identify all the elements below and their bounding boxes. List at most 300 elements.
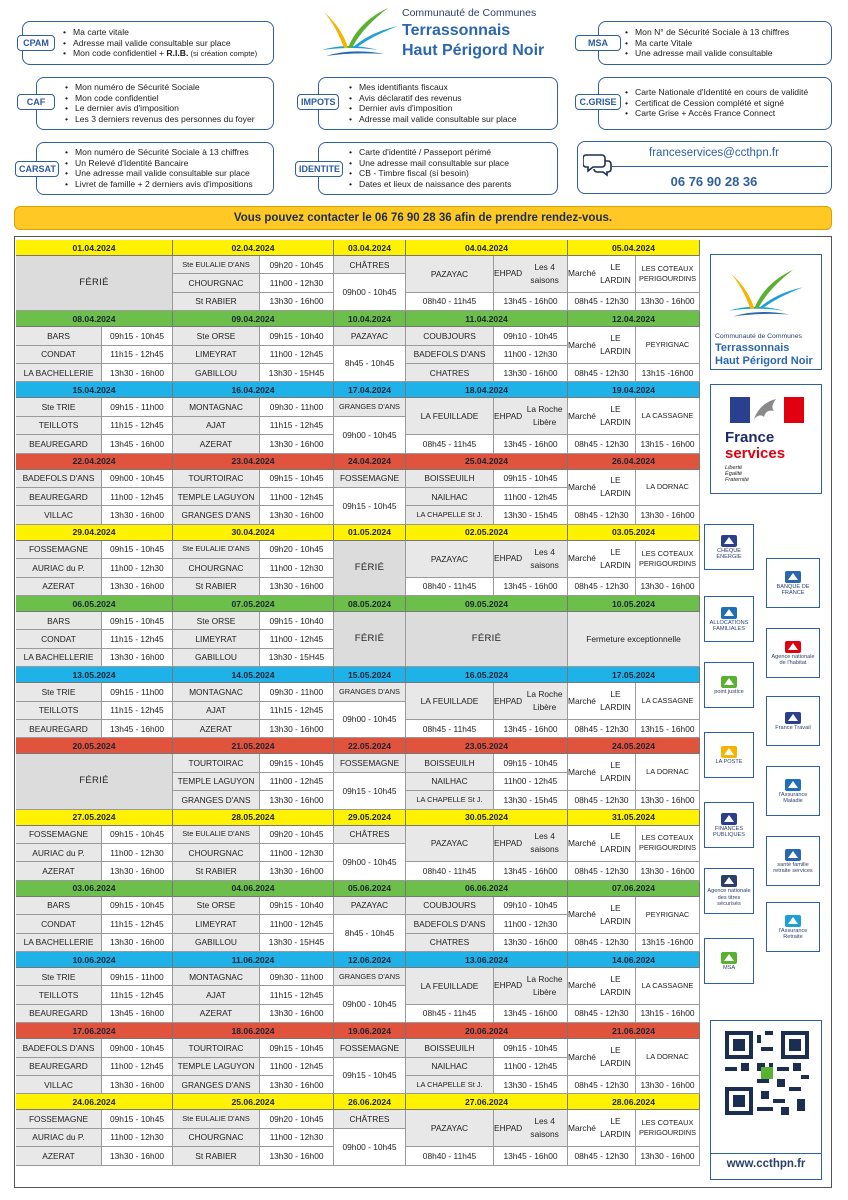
time-cell: 09h15 - 10h45 bbox=[334, 1058, 406, 1095]
location-cell: CHOURGNAC bbox=[173, 1129, 260, 1147]
right-panel bbox=[708, 244, 828, 1184]
contact-phone[interactable]: 06 76 90 28 36 bbox=[670, 174, 758, 189]
cpam-tag: CPAM bbox=[17, 35, 55, 51]
location-cell: LA BACHELLERIE bbox=[16, 934, 102, 952]
location-cell: NAILHAC bbox=[406, 488, 494, 506]
time-cell: 13h30 - 16h00 bbox=[494, 364, 568, 382]
partner-emblem-icon bbox=[784, 848, 802, 862]
market-place: LE LARDIN bbox=[600, 1116, 631, 1140]
time-cell: 13h30 - 16h00 bbox=[260, 862, 334, 880]
fs-motto-1: Liberté bbox=[725, 465, 743, 471]
time-cell: 09h00 - 10h45 bbox=[102, 1039, 173, 1057]
date-header: 06.05.2024 bbox=[16, 596, 173, 612]
time-cell: 13h30 - 16h00 bbox=[636, 791, 700, 809]
time-cell: 11h00 - 12h30 bbox=[260, 844, 334, 862]
date-header: 11.06.2024 bbox=[173, 952, 334, 968]
time-cell: 13h30 - 16h00 bbox=[102, 364, 173, 382]
location-cell: TEMPLE LAGUYON bbox=[173, 773, 260, 791]
market-place: LE LARDIN bbox=[600, 760, 631, 784]
market-cell bbox=[568, 327, 636, 364]
location-cell: MONTAGNAC bbox=[173, 968, 260, 986]
location-cell: AZERAT bbox=[16, 1147, 102, 1165]
fs-title-france: France bbox=[725, 429, 775, 446]
location-cell: LA CASSAGNE bbox=[636, 968, 700, 1005]
date-header: 23.05.2024 bbox=[406, 738, 568, 754]
time-cell: 11h15 - 12h45 bbox=[260, 702, 334, 720]
partner-emblem-icon bbox=[720, 812, 738, 826]
time-cell: 13h30 - 16h00 bbox=[260, 506, 334, 524]
location-cell: BEAUREGARD bbox=[16, 488, 102, 506]
location-cell: Ste TRIE bbox=[16, 683, 102, 701]
time-cell: 09h15 - 10h45 bbox=[102, 826, 173, 844]
location-cell: COUBJOURS bbox=[406, 897, 494, 915]
location-cell: LA CHAPELLE St J. bbox=[406, 791, 494, 809]
time-cell: 13h45 - 16h00 bbox=[102, 1005, 173, 1023]
location-cell: LA CASSAGNE bbox=[636, 683, 700, 720]
time-cell: 11h15 - 12h45 bbox=[260, 986, 334, 1004]
location-cell: TOURTOIRAC bbox=[173, 470, 260, 488]
location-cell: TEILLOTS bbox=[16, 986, 102, 1004]
time-cell: 09h15 - 10h40 bbox=[260, 612, 334, 630]
msa-item: • Ma carte Vitale bbox=[625, 38, 789, 49]
market-place: LE LARDIN bbox=[600, 973, 631, 997]
location-cell: GRANGES D'ANS bbox=[334, 398, 406, 416]
calendar-grid bbox=[16, 240, 700, 1184]
location-cell: FOSSEMAGNE bbox=[334, 754, 406, 772]
market-place: LE LARDIN bbox=[600, 404, 631, 428]
market-label: Marché bbox=[568, 1051, 596, 1062]
ehpad-name: La Roche Libère bbox=[526, 689, 563, 713]
date-header: 19.06.2024 bbox=[334, 1023, 406, 1039]
time-cell: 13h45 - 16h00 bbox=[102, 720, 173, 738]
time-cell: 13h30 - 16h00 bbox=[260, 293, 334, 311]
ehpad-name: La Roche Libère bbox=[526, 404, 563, 428]
impots-item: • Avis déclaratif des revenus bbox=[349, 93, 517, 104]
location-cell: BARS bbox=[16, 612, 102, 630]
ehpad-cell bbox=[494, 398, 568, 435]
market-cell bbox=[568, 398, 636, 435]
ehpad-name: Les 4 saisons bbox=[530, 831, 559, 855]
france-services-card bbox=[710, 384, 822, 494]
time-cell: 13h30 - 16h00 bbox=[260, 720, 334, 738]
time-cell: 09h00 - 10h45 bbox=[334, 1129, 406, 1166]
location-cell: FOSSEMAGNE bbox=[334, 1039, 406, 1057]
time-cell: 13h15 - 16h00 bbox=[636, 1005, 700, 1023]
partner-name: FINANCES PUBLIQUES bbox=[712, 825, 746, 838]
partner-name: Agence nationale des titres sécurisés bbox=[707, 888, 751, 908]
location-cell: LES COTEAUX PERIGOURDINS bbox=[636, 541, 700, 578]
cpam-item: • Adresse mail valide consultable sur place bbox=[63, 38, 257, 49]
location-cell: LES COTEAUX PERIGOURDINS bbox=[636, 256, 700, 293]
partner-name: ALLOCATIONS FAMILIALES bbox=[709, 619, 749, 632]
location-cell: PAZAYAC bbox=[334, 327, 406, 345]
time-cell: 08h45 - 11h45 bbox=[406, 720, 494, 738]
time-cell: 09h15 - 10h45 bbox=[102, 612, 173, 630]
time-cell: 08h45 - 12h30 bbox=[568, 1076, 636, 1094]
community-logo-icon bbox=[318, 6, 400, 64]
partner-logo bbox=[766, 558, 820, 608]
market-label: Marché bbox=[568, 481, 596, 492]
time-cell: 13h30 - 16h00 bbox=[102, 1147, 173, 1165]
location-cell: AURIAC du P. bbox=[16, 844, 102, 862]
time-cell: 09h15 - 10h45 bbox=[494, 470, 568, 488]
time-cell: 08h45 - 12h30 bbox=[568, 934, 636, 952]
ehpad-cell bbox=[494, 256, 568, 293]
time-cell: 09h15 - 10h45 bbox=[102, 327, 173, 345]
location-cell: AJAT bbox=[173, 986, 260, 1004]
holiday-cell: FÉRIÉ bbox=[334, 541, 406, 596]
location-cell: CHÂTRES bbox=[334, 1110, 406, 1128]
time-cell: 13h45 - 16h00 bbox=[494, 720, 568, 738]
time-cell: 8h45 - 10h45 bbox=[334, 346, 406, 383]
time-cell: 08h45 - 12h30 bbox=[568, 506, 636, 524]
date-header: 10.06.2024 bbox=[16, 952, 173, 968]
date-header: 28.06.2024 bbox=[568, 1094, 700, 1110]
caf-item: • Les 3 derniers revenus des personnes du foyer bbox=[65, 114, 255, 125]
location-cell: BADEFOLS D'ANS bbox=[406, 346, 494, 364]
partner-name: CHÈQUE ÉNERGIE bbox=[716, 547, 742, 560]
date-header: 22.04.2024 bbox=[16, 454, 173, 470]
location-cell: LA FEUILLADE bbox=[406, 968, 494, 1005]
time-cell: 13h30 - 16h00 bbox=[260, 1147, 334, 1165]
ehpad-label: EHPAD bbox=[494, 980, 523, 991]
time-cell: 08h45 - 12h30 bbox=[568, 1147, 636, 1165]
time-cell: 13h30 - 16h00 bbox=[102, 934, 173, 952]
caf-box bbox=[36, 77, 274, 130]
location-cell: Ste TRIE bbox=[16, 398, 102, 416]
org-line3: Haut Périgord Noir bbox=[402, 42, 545, 59]
location-cell: VILLAC bbox=[16, 1076, 102, 1094]
location-cell: GRANGES D'ANS bbox=[173, 506, 260, 524]
time-cell: 11h00 - 12h30 bbox=[260, 274, 334, 292]
market-place: LE LARDIN bbox=[600, 333, 631, 357]
ehpad-label: EHPAD bbox=[494, 837, 523, 848]
time-cell: 13h30 - 16h00 bbox=[102, 649, 173, 667]
location-cell: LA FEUILLADE bbox=[406, 398, 494, 435]
time-cell: 09h30 - 11h00 bbox=[260, 398, 334, 416]
date-header: 03.05.2024 bbox=[568, 525, 700, 541]
time-cell: 08h45 - 12h30 bbox=[568, 435, 636, 453]
holiday-cell: FÉRIÉ bbox=[334, 612, 406, 667]
time-cell: 09h10 - 10h45 bbox=[494, 327, 568, 345]
ehpad-label: EHPAD bbox=[494, 268, 523, 279]
location-cell: GRANGES D'ANS bbox=[173, 791, 260, 809]
location-cell: CHOURGNAC bbox=[173, 844, 260, 862]
logo-line1: Communauté de Communes bbox=[715, 333, 802, 340]
partner-emblem-icon bbox=[720, 951, 738, 965]
qr-card bbox=[710, 1020, 822, 1180]
partner-name: Agence nationale de l'habitat bbox=[771, 653, 815, 666]
date-header: 10.04.2024 bbox=[334, 311, 406, 327]
time-cell: 09h30 - 11h00 bbox=[260, 683, 334, 701]
date-header: 30.04.2024 bbox=[173, 525, 334, 541]
partner-logo bbox=[766, 766, 820, 816]
time-cell: 11h00 - 12h45 bbox=[102, 488, 173, 506]
date-header: 01.04.2024 bbox=[16, 240, 173, 256]
location-cell: LIMEYRAT bbox=[173, 630, 260, 648]
partner-emblem-icon bbox=[720, 534, 738, 548]
partner-emblem-icon bbox=[784, 570, 802, 584]
cgrise-box bbox=[598, 77, 832, 130]
date-header: 15.04.2024 bbox=[16, 382, 173, 398]
location-cell: CHATRES bbox=[406, 934, 494, 952]
time-cell: 11h15 - 12h45 bbox=[102, 630, 173, 648]
location-cell: BEAUREGARD bbox=[16, 435, 102, 453]
time-cell: 11h00 - 12h30 bbox=[494, 346, 568, 364]
date-header: 12.04.2024 bbox=[568, 311, 700, 327]
time-cell: 11h15 - 12h45 bbox=[102, 986, 173, 1004]
partner-logo bbox=[704, 662, 754, 708]
date-header: 29.04.2024 bbox=[16, 525, 173, 541]
date-header: 16.05.2024 bbox=[406, 667, 568, 683]
time-cell: 11h00 - 12h30 bbox=[102, 559, 173, 577]
time-cell: 13h15 - 16h00 bbox=[636, 720, 700, 738]
location-cell: CHÂTRES bbox=[334, 826, 406, 844]
time-cell: 09h15 - 10h45 bbox=[102, 541, 173, 559]
partner-name: santé famille retraite services bbox=[773, 861, 813, 874]
time-cell: 11h00 - 12h45 bbox=[494, 773, 568, 791]
location-cell: CONDAT bbox=[16, 630, 102, 648]
marianne-icon bbox=[730, 395, 804, 425]
location-cell: TOURTOIRAC bbox=[173, 1039, 260, 1057]
location-cell: LA CHAPELLE St J. bbox=[406, 1076, 494, 1094]
time-cell: 09h20 - 10h45 bbox=[260, 1110, 334, 1128]
location-cell: LIMEYRAT bbox=[173, 346, 260, 364]
cgrise-item: • Carte Grise + Accès France Connect bbox=[625, 108, 808, 119]
time-cell: 09h30 - 11h00 bbox=[260, 968, 334, 986]
location-cell: MONTAGNAC bbox=[173, 398, 260, 416]
time-cell: 08h45 - 12h30 bbox=[568, 791, 636, 809]
date-header: 14.05.2024 bbox=[173, 667, 334, 683]
market-label: Marché bbox=[568, 909, 596, 920]
time-cell: 13h30 - 15h45 bbox=[494, 1076, 568, 1094]
time-cell: 13h45 - 16h00 bbox=[494, 1005, 568, 1023]
time-cell: 09h10 - 10h45 bbox=[494, 897, 568, 915]
time-cell: 13h45 - 16h00 bbox=[494, 578, 568, 596]
location-cell: CONDAT bbox=[16, 915, 102, 933]
partner-emblem-icon bbox=[720, 606, 738, 620]
location-cell: PAZAYAC bbox=[406, 826, 494, 863]
ehpad-label: EHPAD bbox=[494, 553, 523, 564]
time-cell: 08h40 - 11h45 bbox=[406, 578, 494, 596]
location-cell: VILLAC bbox=[16, 506, 102, 524]
holiday-cell: FÉRIÉ bbox=[16, 754, 173, 809]
partner-name: l'Assurance Maladie bbox=[778, 791, 808, 804]
partner-logo bbox=[704, 802, 754, 848]
time-cell: 09h15 - 10h45 bbox=[260, 1039, 334, 1057]
partner-logo bbox=[704, 732, 754, 778]
market-place: LE LARDIN bbox=[600, 1045, 631, 1069]
market-cell bbox=[568, 683, 636, 720]
date-header: 04.04.2024 bbox=[406, 240, 568, 256]
contact-email[interactable]: franceservices@ccthpn.fr bbox=[649, 147, 779, 159]
date-header: 26.04.2024 bbox=[568, 454, 700, 470]
location-cell: St RABIER bbox=[173, 862, 260, 880]
time-cell: 11h15 - 12h45 bbox=[102, 417, 173, 435]
time-cell: 13h30 - 16h00 bbox=[260, 578, 334, 596]
time-cell: 13h30 - 15H45 bbox=[260, 934, 334, 952]
time-cell: 08h45 - 12h30 bbox=[568, 862, 636, 880]
holiday-cell: FÉRIÉ bbox=[16, 256, 173, 311]
date-header: 16.04.2024 bbox=[173, 382, 334, 398]
partner-name: l'Assurance Retraite bbox=[778, 927, 808, 940]
cpam-item: • Ma carte vitale bbox=[63, 27, 257, 38]
date-header: 02.05.2024 bbox=[406, 525, 568, 541]
impots-item: • Mes identifiants fiscaux bbox=[349, 82, 517, 93]
time-cell: 11h00 - 12h45 bbox=[494, 488, 568, 506]
location-cell: BARS bbox=[16, 327, 102, 345]
ehpad-cell bbox=[494, 1110, 568, 1147]
location-cell: Ste ORSE bbox=[173, 327, 260, 345]
location-cell: TEMPLE LAGUYON bbox=[173, 488, 260, 506]
location-cell: FOSSEMAGNE bbox=[16, 541, 102, 559]
time-cell: 13h15 -16h00 bbox=[636, 364, 700, 382]
partner-name: France Travail bbox=[775, 724, 811, 731]
time-cell: 09h00 - 10h45 bbox=[334, 274, 406, 311]
date-header: 10.05.2024 bbox=[568, 596, 700, 612]
time-cell: 09h20 - 10h45 bbox=[260, 826, 334, 844]
location-cell: TEILLOTS bbox=[16, 417, 102, 435]
partner-logo bbox=[766, 628, 820, 678]
time-cell: 13h30 - 16h00 bbox=[636, 293, 700, 311]
location-cell: TOURTOIRAC bbox=[173, 754, 260, 772]
msa-tag: MSA bbox=[575, 35, 621, 51]
date-header: 22.05.2024 bbox=[334, 738, 406, 754]
date-header: 23.04.2024 bbox=[173, 454, 334, 470]
partner-emblem-icon bbox=[720, 745, 738, 759]
carsat-item: • Un Relevé d'Identité Bancaire bbox=[65, 158, 253, 169]
logo-line3: Haut Périgord Noir bbox=[715, 355, 813, 367]
time-cell: 09h15 - 10h40 bbox=[260, 327, 334, 345]
impots-box bbox=[318, 77, 558, 130]
date-header: 26.06.2024 bbox=[334, 1094, 406, 1110]
time-cell: 13h30 - 16h00 bbox=[102, 578, 173, 596]
market-place: LE LARDIN bbox=[600, 831, 631, 855]
location-cell: LES COTEAUX PERIGOURDINS bbox=[636, 826, 700, 863]
cgrise-tag: C.GRISE bbox=[575, 94, 621, 110]
time-cell: 09h15 - 10h45 bbox=[102, 897, 173, 915]
location-cell: BADEFOLS D'ANS bbox=[406, 915, 494, 933]
location-cell: AURIAC du P. bbox=[16, 1129, 102, 1147]
time-cell: 09h15 - 10h45 bbox=[260, 754, 334, 772]
caf-tag: CAF bbox=[17, 94, 55, 110]
time-cell: 13h45 - 16h00 bbox=[494, 1147, 568, 1165]
cgrise-item: • Carte Nationale d'Identité en cours de validité bbox=[625, 87, 808, 98]
date-header: 07.06.2024 bbox=[568, 881, 700, 897]
partner-logo bbox=[766, 836, 820, 886]
carsat-item: • Une adresse mail valide consultable sur place bbox=[65, 168, 253, 179]
carsat-box bbox=[36, 142, 274, 195]
market-label: Marché bbox=[568, 553, 596, 564]
time-cell: 11h00 - 12h45 bbox=[260, 773, 334, 791]
location-cell: LA BACHELLERIE bbox=[16, 364, 102, 382]
market-label: Marché bbox=[568, 980, 596, 991]
date-header: 15.05.2024 bbox=[334, 667, 406, 683]
time-cell: 11h00 - 12h45 bbox=[494, 1058, 568, 1076]
time-cell: 11h00 - 12h45 bbox=[260, 346, 334, 364]
cpam-box bbox=[22, 21, 274, 65]
logo-line2: Terrassonnais bbox=[715, 342, 790, 354]
market-label: Marché bbox=[568, 268, 596, 279]
identite-item: • CB - Timbre fiscal (si besoin) bbox=[349, 168, 511, 179]
community-logo-card bbox=[710, 254, 822, 370]
fs-title-services: services bbox=[725, 445, 786, 462]
location-cell: AURIAC du P. bbox=[16, 559, 102, 577]
location-cell: TEILLOTS bbox=[16, 702, 102, 720]
location-cell: AJAT bbox=[173, 417, 260, 435]
location-cell: PAZAYAC bbox=[334, 897, 406, 915]
date-header: 24.05.2024 bbox=[568, 738, 700, 754]
location-cell: PAZAYAC bbox=[406, 256, 494, 293]
time-cell: 11h15 - 12h45 bbox=[102, 702, 173, 720]
time-cell: 13h15 -16h00 bbox=[636, 934, 700, 952]
location-cell: AZERAT bbox=[16, 578, 102, 596]
partner-logo bbox=[704, 868, 754, 914]
date-header: 14.06.2024 bbox=[568, 952, 700, 968]
time-cell: 13h30 - 16h00 bbox=[636, 1076, 700, 1094]
market-place: LE LARDIN bbox=[600, 546, 631, 570]
website-link[interactable]: www.ccthpn.fr bbox=[711, 1153, 821, 1170]
partner-logo bbox=[766, 696, 820, 746]
partner-logo bbox=[704, 524, 754, 570]
market-place: LE LARDIN bbox=[600, 261, 631, 285]
date-header: 09.04.2024 bbox=[173, 311, 334, 327]
ehpad-label: EHPAD bbox=[494, 1122, 523, 1133]
location-cell: LA CASSAGNE bbox=[636, 398, 700, 435]
location-cell: GRANGES D'ANS bbox=[334, 683, 406, 701]
date-header: 03.04.2024 bbox=[334, 240, 406, 256]
date-header: 19.04.2024 bbox=[568, 382, 700, 398]
market-label: Marché bbox=[568, 339, 596, 350]
location-cell: PAZAYAC bbox=[406, 541, 494, 578]
time-cell: 09h20 - 10h45 bbox=[260, 541, 334, 559]
date-header: 13.05.2024 bbox=[16, 667, 173, 683]
market-cell bbox=[568, 541, 636, 578]
location-cell: AZERAT bbox=[16, 862, 102, 880]
location-cell: MONTAGNAC bbox=[173, 683, 260, 701]
time-cell: 08h40 - 11h45 bbox=[406, 293, 494, 311]
time-cell: 13h30 - 16h00 bbox=[260, 1076, 334, 1094]
market-cell bbox=[568, 968, 636, 1005]
market-label: Marché bbox=[568, 1122, 596, 1133]
time-cell: 13h30 - 16h00 bbox=[260, 435, 334, 453]
time-cell: 11h00 - 12h30 bbox=[494, 915, 568, 933]
date-header: 09.05.2024 bbox=[406, 596, 568, 612]
date-header: 24.06.2024 bbox=[16, 1094, 173, 1110]
time-cell: 13h45 - 16h00 bbox=[494, 435, 568, 453]
ehpad-name: La Roche Libère bbox=[526, 973, 563, 997]
date-header: 17.06.2024 bbox=[16, 1023, 173, 1039]
location-cell: LA CHAPELLE St J. bbox=[406, 506, 494, 524]
ehpad-name: Les 4 saisons bbox=[530, 261, 559, 285]
ehpad-cell bbox=[494, 826, 568, 863]
location-cell: GRANGES D'ANS bbox=[334, 968, 406, 986]
location-cell: St RABIER bbox=[173, 293, 260, 311]
date-header: 18.06.2024 bbox=[173, 1023, 334, 1039]
time-cell: 13h30 - 15h45 bbox=[494, 506, 568, 524]
date-header: 17.05.2024 bbox=[568, 667, 700, 683]
market-label: Marché bbox=[568, 695, 596, 706]
ehpad-label: EHPAD bbox=[494, 695, 523, 706]
identite-tag: IDENTITE bbox=[295, 161, 343, 177]
time-cell: 13h15 - 16h00 bbox=[636, 435, 700, 453]
time-cell: 13h30 - 16h00 bbox=[636, 1147, 700, 1165]
date-header: 17.04.2024 bbox=[334, 382, 406, 398]
date-header: 08.04.2024 bbox=[16, 311, 173, 327]
partner-emblem-icon bbox=[784, 711, 802, 725]
cgrise-item: • Certificat de Cession complété et signé bbox=[625, 98, 808, 109]
time-cell: 13h30 - 16h00 bbox=[636, 506, 700, 524]
